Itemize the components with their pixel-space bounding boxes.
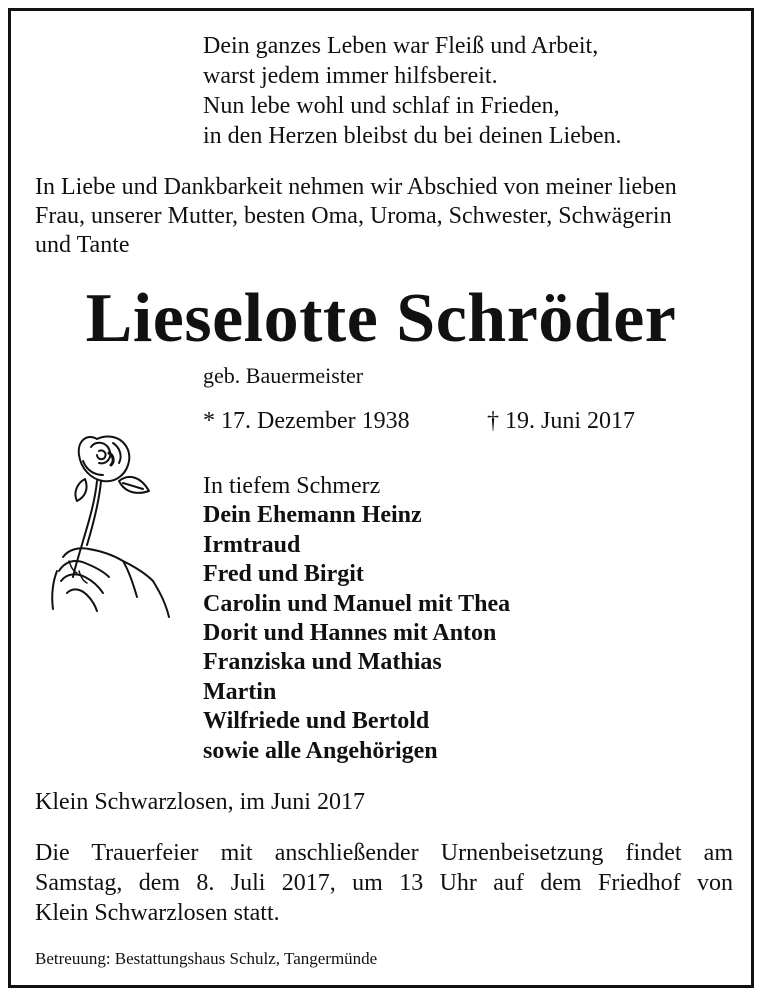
poem-line: warst jedem immer hilfsbereit.: [203, 63, 498, 89]
mourner-name: Dorit und Hannes mit Anton: [203, 619, 497, 646]
mourner-name: Dein Ehemann Heinz: [203, 502, 422, 529]
poem-line: Dein ganzes Leben war Fleiß und Arbeit,: [203, 33, 599, 59]
obituary-notice: [8, 8, 754, 988]
memorial-poem: [203, 31, 622, 151]
life-dates: [203, 406, 636, 436]
mourner-name: Fred und Birgit: [203, 561, 364, 588]
mourners-block: [203, 471, 510, 765]
deceased-name: Lieselotte Schröder: [85, 280, 677, 357]
funeral-line: Die Trauerfeier mit anschließender Urnenbeisetzung findet am: [35, 840, 733, 866]
place-and-date: Klein Schwarzlosen, im Juni 2017: [35, 789, 365, 815]
mourner-name: Martin: [203, 678, 277, 705]
intro-line: und Tante: [35, 232, 130, 258]
mourner-name: Franziska und Mathias: [203, 649, 442, 676]
mourner-name: Wilfriede und Bertold: [203, 708, 430, 735]
poem-line: in den Herzen bleibst du bei deinen Lieben.: [203, 123, 622, 149]
funeral-line: Samstag, dem 8. Juli 2017, um 13 Uhr auf dem Friedhof von: [35, 870, 733, 896]
poem-line: Nun lebe wohl und schlaf in Frieden,: [203, 93, 560, 119]
rose-in-hand-icon: [39, 421, 179, 621]
farewell-intro: [35, 172, 733, 259]
intro-line: Frau, unserer Mutter, besten Oma, Uroma, Schwester, Schwägerin: [35, 203, 672, 229]
mourners-heading: In tiefem Schmerz: [203, 473, 381, 499]
funeral-line: Klein Schwarzlosen statt.: [35, 900, 280, 926]
birth-name: geb. Bauermeister: [203, 363, 364, 388]
funeral-home-credit: Betreuung: Bestattungshaus Schulz, Tangermünde: [35, 949, 378, 968]
mourner-name: Irmtraud: [203, 531, 301, 558]
mourner-name: sowie alle Angehörigen: [203, 737, 438, 764]
birth-date: * 17. Dezember 1938: [203, 408, 410, 434]
mourner-name: Carolin und Manuel mit Thea: [203, 590, 511, 617]
intro-line: In Liebe und Dankbarkeit nehmen wir Abschied von meiner lieben: [35, 174, 677, 200]
death-date: † 19. Juni 2017: [487, 408, 636, 434]
funeral-details: [35, 838, 733, 928]
